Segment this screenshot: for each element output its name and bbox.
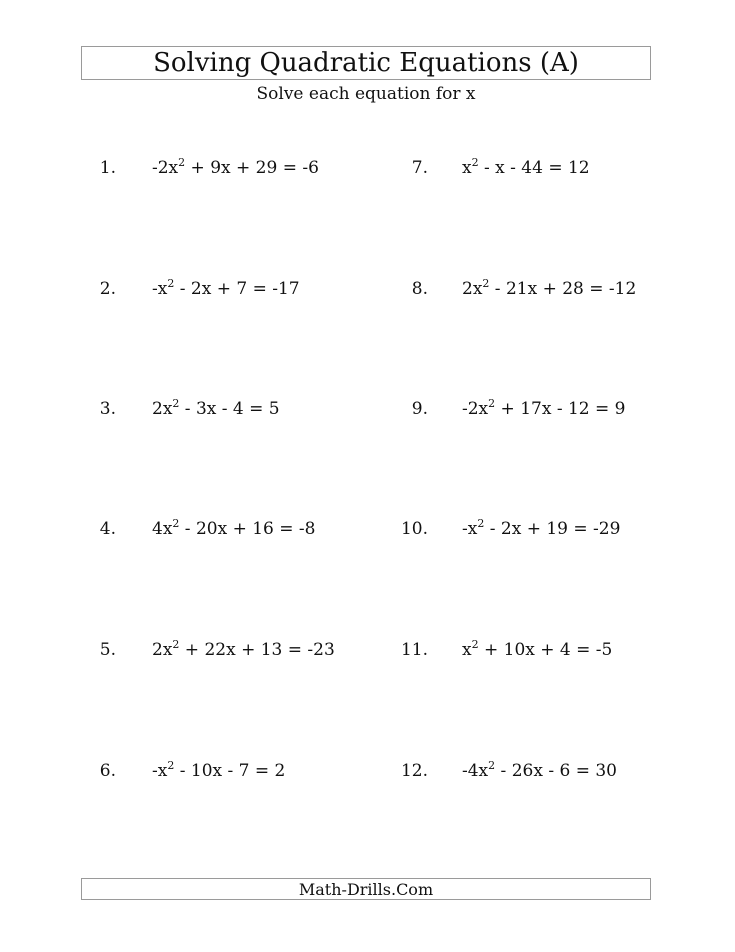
problem-equation xyxy=(462,278,636,300)
problem-number: 9. xyxy=(411,399,428,419)
problem-item xyxy=(0,760,735,782)
problem-number: 12. xyxy=(400,761,428,781)
problem-number: 1. xyxy=(99,158,116,178)
equation-rest: - 10x - 7 = 2 xyxy=(174,761,286,781)
footer-text: Math-Drills.Com xyxy=(298,879,434,899)
equation-rest: - 2x + 7 = -17 xyxy=(174,279,300,299)
exponent: 2 xyxy=(172,517,180,530)
equation-lead-term: -2x xyxy=(152,158,179,178)
exponent: 2 xyxy=(488,759,496,772)
equation-lead-term: x xyxy=(462,640,472,660)
problem-number: 2. xyxy=(99,279,116,299)
footer xyxy=(81,878,651,900)
problem-number: 4. xyxy=(99,519,116,539)
equation-lead-term: 2x xyxy=(152,399,173,419)
exponent: 2 xyxy=(471,156,479,169)
exponent: 2 xyxy=(178,156,186,169)
equation-lead-term: x xyxy=(462,158,472,178)
exponent: 2 xyxy=(172,638,180,651)
equation-rest: - 3x - 4 = 5 xyxy=(179,399,280,419)
equation-rest: - 20x + 16 = -8 xyxy=(179,519,316,539)
worksheet-instructions: Solve each equation for x xyxy=(256,84,476,104)
equation-lead-term: -x xyxy=(152,279,168,299)
problem-number: 8. xyxy=(411,279,428,299)
equation-rest: + 10x + 4 = -5 xyxy=(478,640,613,660)
exponent: 2 xyxy=(471,638,479,651)
equation-rest: - 2x + 19 = -29 xyxy=(484,519,621,539)
equation-lead-term: -4x xyxy=(462,761,489,781)
equation-rest: + 22x + 13 = -23 xyxy=(179,640,335,660)
problem-item xyxy=(0,157,735,179)
equation-lead-term: -2x xyxy=(462,399,489,419)
equation-lead-term: 2x xyxy=(462,279,483,299)
problem-equation xyxy=(462,518,620,540)
problem-equation xyxy=(462,639,612,661)
exponent: 2 xyxy=(167,759,175,772)
problem-item xyxy=(0,639,735,661)
equation-lead-term: -x xyxy=(152,761,168,781)
equation-rest: - 21x + 28 = -12 xyxy=(489,279,637,299)
problem-item xyxy=(0,398,735,420)
problem-equation xyxy=(462,398,625,420)
problem-number: 7. xyxy=(411,158,428,178)
worksheet-title xyxy=(81,46,651,80)
problem-item xyxy=(0,518,735,540)
problem-equation xyxy=(462,157,590,179)
worksheet-title-text: Solving Quadratic Equations (A) xyxy=(153,48,579,78)
problem-number: 3. xyxy=(99,399,116,419)
exponent: 2 xyxy=(488,397,496,410)
problem-number: 6. xyxy=(99,761,116,781)
problem-number: 11. xyxy=(400,640,428,660)
problem-equation xyxy=(462,760,617,782)
equation-lead-term: 4x xyxy=(152,519,173,539)
exponent: 2 xyxy=(172,397,180,410)
exponent: 2 xyxy=(482,277,490,290)
exponent: 2 xyxy=(477,517,485,530)
equation-lead-term: -x xyxy=(462,519,478,539)
equation-lead-term: 2x xyxy=(152,640,173,660)
exponent: 2 xyxy=(167,277,175,290)
problem-number: 5. xyxy=(99,640,116,660)
equation-rest: + 17x - 12 = 9 xyxy=(495,399,626,419)
problem-item xyxy=(0,278,735,300)
problem-number: 10. xyxy=(400,519,428,539)
equation-rest: + 9x + 29 = -6 xyxy=(185,158,319,178)
equation-rest: - x - 44 = 12 xyxy=(478,158,590,178)
equation-rest: - 26x - 6 = 30 xyxy=(495,761,617,781)
